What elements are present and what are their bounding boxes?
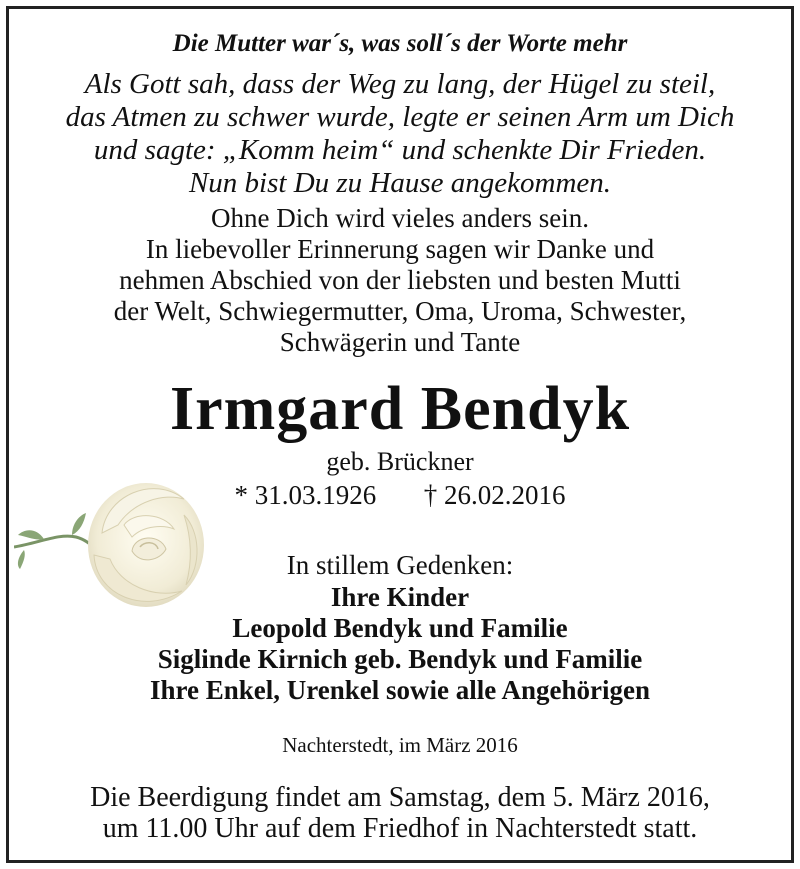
motto: Die Mutter war´s, was soll´s der Worte mehr [172, 30, 628, 57]
poem-line: Nun bist Du zu Hause angekommen. [188, 167, 612, 199]
poem [0, 68, 800, 200]
family-line: Ihre Enkel, Urenkel sowie alle Angehörigen [149, 675, 650, 705]
family-line: Leopold Bendyk und Familie [232, 613, 568, 643]
family-line: Ihre Kinder [330, 582, 470, 612]
funeral-line: um 11.00 Uhr auf dem Friedhof in Nachterstedt statt. [102, 813, 698, 844]
poem-line: Als Gott sah, dass der Weg zu lang, der Hügel zu steil, [84, 68, 716, 100]
poem-line: das Atmen zu schwer wurde, legte er seinen Arm um Dich [65, 101, 735, 133]
place-date: Nachterstedt, im März 2016 [282, 733, 518, 757]
intro-line: Ohne Dich wird vieles anders sein. [211, 203, 589, 233]
funeral-line: Die Beerdigung findet am Samstag, dem 5. März 2016, [90, 782, 710, 813]
poem-line: und sagte: „Komm heim“ und schenkte Dir Frieden. [93, 134, 707, 166]
intro-line: nehmen Abschied von der liebsten und besten Mutti [119, 265, 681, 295]
intro-line: In liebevoller Erinnerung sagen wir Danke und [145, 234, 655, 264]
birth-date: * 31.03.1926 [234, 480, 377, 510]
intro-text [0, 203, 800, 358]
memory-heading: In stillem Gedenken: [286, 550, 514, 580]
family-list [0, 582, 800, 706]
family-line: Siglinde Kirnich geb. Bendyk und Familie [157, 644, 643, 674]
deceased-name: Irmgard Bendyk [169, 375, 631, 443]
death-date: † 26.02.2016 [423, 480, 566, 510]
intro-line: der Welt, Schwiegermutter, Oma, Uroma, Schwester, [113, 296, 687, 326]
funeral-notice [0, 782, 800, 844]
maiden-name: geb. Brückner [326, 447, 474, 476]
intro-line: Schwägerin und Tante [279, 327, 521, 357]
